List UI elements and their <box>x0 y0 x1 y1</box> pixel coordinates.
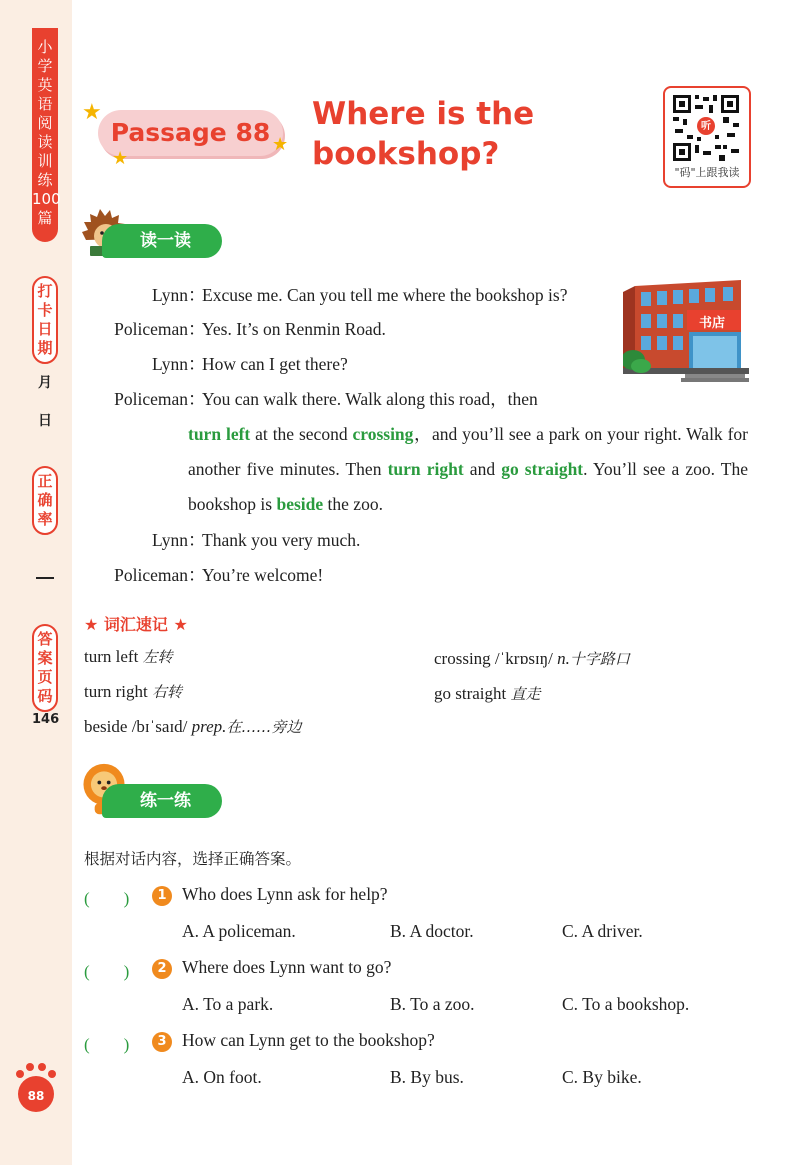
speaker-colon: ： <box>188 285 206 305</box>
vocab-word: turn right <box>84 682 148 701</box>
keyword-crossing: crossing <box>352 424 414 444</box>
dialogue-continuation <box>188 417 748 522</box>
passage-label: Passage 88 <box>110 118 271 147</box>
passage-badge <box>82 100 298 169</box>
vocab-word: beside <box>84 717 128 736</box>
sidebar-book-title: 小学英语阅读训练100篇 <box>32 28 58 242</box>
answer-blank[interactable]: ( ) <box>84 962 130 981</box>
read-section-tag: 读一读 <box>102 224 222 258</box>
vocab-word: go straight <box>434 684 507 703</box>
option-a[interactable]: A. A policeman. <box>182 921 296 941</box>
dialogue-line <box>84 388 538 410</box>
continuation-text: the zoo. <box>323 494 383 514</box>
vocab-meaning: 左转 <box>142 648 173 666</box>
speaker: Lynn <box>152 530 188 550</box>
speaker-colon: ： <box>188 565 206 585</box>
speaker: Lynn <box>152 285 188 305</box>
vocab-meaning: 十字路口 <box>569 650 630 668</box>
dialogue-line <box>84 529 360 551</box>
paw-toe <box>38 1063 46 1071</box>
speaker-colon: ： <box>188 354 206 374</box>
question-text: Who does Lynn ask for help? <box>182 884 388 904</box>
speaker-colon: ： <box>188 389 206 409</box>
page-title: Where is the bookshop? <box>312 96 535 172</box>
sidebar-scallop-edge <box>62 0 76 1165</box>
question-number-badge: 1 <box>152 886 172 906</box>
line-text: You can walk there. Walk along this road，then <box>202 389 538 409</box>
line-text: How can I get there? <box>202 354 348 374</box>
vocab-item <box>84 716 301 738</box>
vocab-phonetic: /bɪˈsaɪd/ <box>131 717 188 736</box>
vocab-title: ★ 词汇速记 ★ <box>84 615 188 634</box>
vocab-item <box>434 683 541 705</box>
vocab-item <box>84 646 173 668</box>
speaker-colon: ： <box>188 530 206 550</box>
vocab-word: turn left <box>84 647 139 666</box>
sidebar-month-label: 月 <box>38 375 52 391</box>
speaker: Policeman <box>114 319 188 339</box>
vocab-meaning: 在……旁边 <box>226 718 302 736</box>
option-b[interactable]: B. By bus. <box>390 1067 464 1087</box>
keyword-turn-left: turn left <box>188 424 251 444</box>
qr-listen-label: 听 <box>701 121 711 132</box>
vocab-phonetic: /ˈkrɒsɪŋ/ <box>494 649 553 668</box>
page-number: 88 <box>18 1076 54 1112</box>
bookshop-building-icon <box>623 280 749 390</box>
practice-instruction: 根据对话内容，选择正确答案。 <box>84 850 302 868</box>
answer-blank[interactable]: ( ) <box>84 1035 130 1054</box>
question-number-badge: 2 <box>152 959 172 979</box>
dialogue-line <box>84 318 386 340</box>
paw-toe <box>48 1070 56 1078</box>
speaker: Lynn <box>152 354 188 374</box>
continuation-text: ，and you’ll see a park on your right. Walk for another five minutes. Then <box>188 424 748 479</box>
vocab-meaning: 右转 <box>152 683 183 701</box>
speaker: Policeman <box>114 565 188 585</box>
answer-blank[interactable]: ( ) <box>84 889 130 908</box>
practice-section-tag: 练一练 <box>102 784 222 818</box>
dialogue-line <box>84 353 348 375</box>
speaker-colon: ： <box>188 319 206 339</box>
vocab-pos: n. <box>557 649 570 668</box>
option-a[interactable]: A. To a park. <box>182 994 274 1014</box>
continuation-text: and <box>463 459 502 479</box>
sidebar-divider <box>36 577 54 579</box>
keyword-go-straight: go straight <box>501 459 584 479</box>
line-text: You’re welcome! <box>202 565 324 585</box>
line-text: Thank you very much. <box>202 530 361 550</box>
sidebar-answer-page-number: 146 <box>32 712 60 727</box>
question-number-badge: 3 <box>152 1032 172 1052</box>
question-text: How can Lynn get to the bookshop? <box>182 1030 435 1050</box>
vocab-item <box>434 648 630 670</box>
sidebar-day-label: 日 <box>38 413 52 429</box>
keyword-beside: beside <box>276 494 324 514</box>
option-b[interactable]: B. A doctor. <box>390 921 474 941</box>
qr-caption: "码"上跟我读 <box>674 166 740 179</box>
vocab-word: crossing <box>434 649 491 668</box>
star-icon: ★ <box>112 148 129 169</box>
vocab-meaning: 直走 <box>510 685 541 703</box>
dialogue-line <box>84 564 323 586</box>
dialogue-line <box>84 284 567 306</box>
speaker: Policeman <box>114 389 188 409</box>
vocab-item <box>84 681 182 703</box>
line-text: Yes. It’s on Renmin Road. <box>202 319 386 339</box>
sidebar-checkin-label: 打卡日期 <box>32 276 58 364</box>
option-b[interactable]: B. To a zoo. <box>390 994 475 1014</box>
continuation-text: . You’ll see a zoo. The bookshop is <box>188 459 749 514</box>
option-c[interactable]: C. To a bookshop. <box>562 994 690 1014</box>
continuation-text: at the second <box>250 424 353 444</box>
star-icon: ★ <box>272 134 289 155</box>
vocab-pos: prep. <box>191 717 227 736</box>
paw-toe <box>16 1070 24 1078</box>
keyword-turn-right: turn right <box>387 459 464 479</box>
bookshop-sign: 书店 <box>698 316 725 331</box>
paw-toe <box>26 1063 34 1071</box>
option-c[interactable]: C. A driver. <box>562 921 643 941</box>
option-a[interactable]: A. On foot. <box>182 1067 262 1087</box>
qr-code-card[interactable] <box>663 86 751 188</box>
line-text: Excuse me. Can you tell me where the bookshop is? <box>202 285 568 305</box>
star-icon: ★ <box>82 100 102 125</box>
question-text: Where does Lynn want to go? <box>182 957 392 977</box>
sidebar-answer-page-label: 答案页码 <box>32 624 58 712</box>
option-c[interactable]: C. By bike. <box>562 1067 642 1087</box>
sidebar-accuracy-label: 正确率 <box>32 466 58 535</box>
